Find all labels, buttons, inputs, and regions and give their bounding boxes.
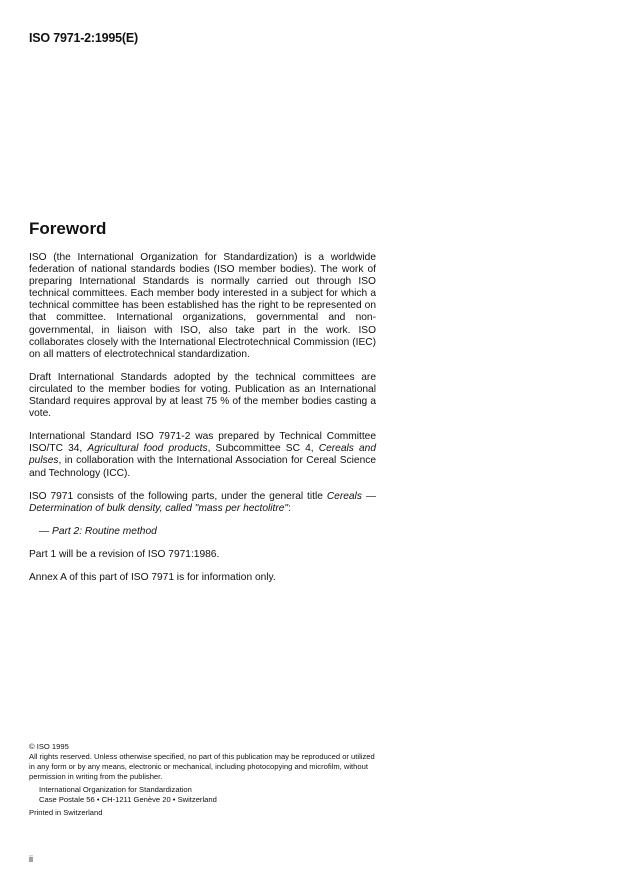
copyright-footer bbox=[29, 742, 379, 818]
part-title: — Part 2: Routine method bbox=[39, 525, 157, 537]
text: : bbox=[288, 502, 291, 514]
paragraph-part-1: Part 1 will be a revision of ISO 7971:1986. bbox=[29, 548, 220, 560]
organization-address: Case Postale 56 • CH-1211 Genève 20 • Switzerland bbox=[39, 795, 217, 804]
text: , Subcommittee SC 4, bbox=[207, 443, 319, 455]
committee-name: Agricultural food products bbox=[87, 443, 208, 455]
text: International Standard ISO 7971-2 was prepared by Technical Committee ISO/TC 34, bbox=[29, 431, 376, 455]
paragraph-annex: Annex A of this part of ISO 7971 is for information only. bbox=[29, 571, 276, 583]
paragraph-draft-standards: Draft International Standards adopted by the technical committees are circulated to the member bodies for voting. Publication as an International Standard requires approval by at least 75 % of the member bodies casting a vote. bbox=[29, 371, 376, 420]
paragraph-iso-intro: ISO (the International Organization for Standardization) is a worldwide federation of national standards bodies (ISO member bodies). The work of preparing International Standards is normally carried out through ISO technical committees. Each member body interested in a subject for which a technical committee has been established has the right to be represented on that committee. International organizations, governmental and non-governmental, in liaison with ISO, also take part in the work. ISO collaborates closely with the International Electrotechnical Commission (IEC) on all matters of electrotechnical standardization. bbox=[29, 252, 376, 360]
page-number: ii bbox=[29, 854, 33, 864]
document-id-header: ISO 7971-2:1995(E) bbox=[29, 31, 138, 45]
general-title: Cereals — Determination of bulk density, called "mass per hectolitre" bbox=[29, 490, 377, 514]
paragraph-prepared-by bbox=[29, 431, 376, 479]
subcommittee-name: Cereals and pulses bbox=[29, 443, 376, 467]
copyright-line: © ISO 1995 bbox=[29, 742, 69, 751]
printed-in: Printed in Switzerland bbox=[29, 808, 103, 817]
text: ISO 7971 consists of the following parts, under the general title bbox=[29, 490, 327, 502]
text: , in collaboration with the International Association for Cereal Science and Technology (ICC). bbox=[29, 455, 376, 479]
paragraph-parts bbox=[29, 491, 376, 515]
list-item-part-2 bbox=[29, 526, 376, 538]
organization-name: International Organization for Standardization bbox=[39, 785, 192, 794]
foreword-body bbox=[29, 252, 376, 595]
rights-notice: All rights reserved. Unless otherwise specified, no part of this publication may be reproduced or utilized in any form or by any means, electronic or mechanical, including photocopying and microfilm, without permission in writing from the publisher. bbox=[29, 752, 375, 781]
section-title: Foreword bbox=[29, 219, 107, 238]
